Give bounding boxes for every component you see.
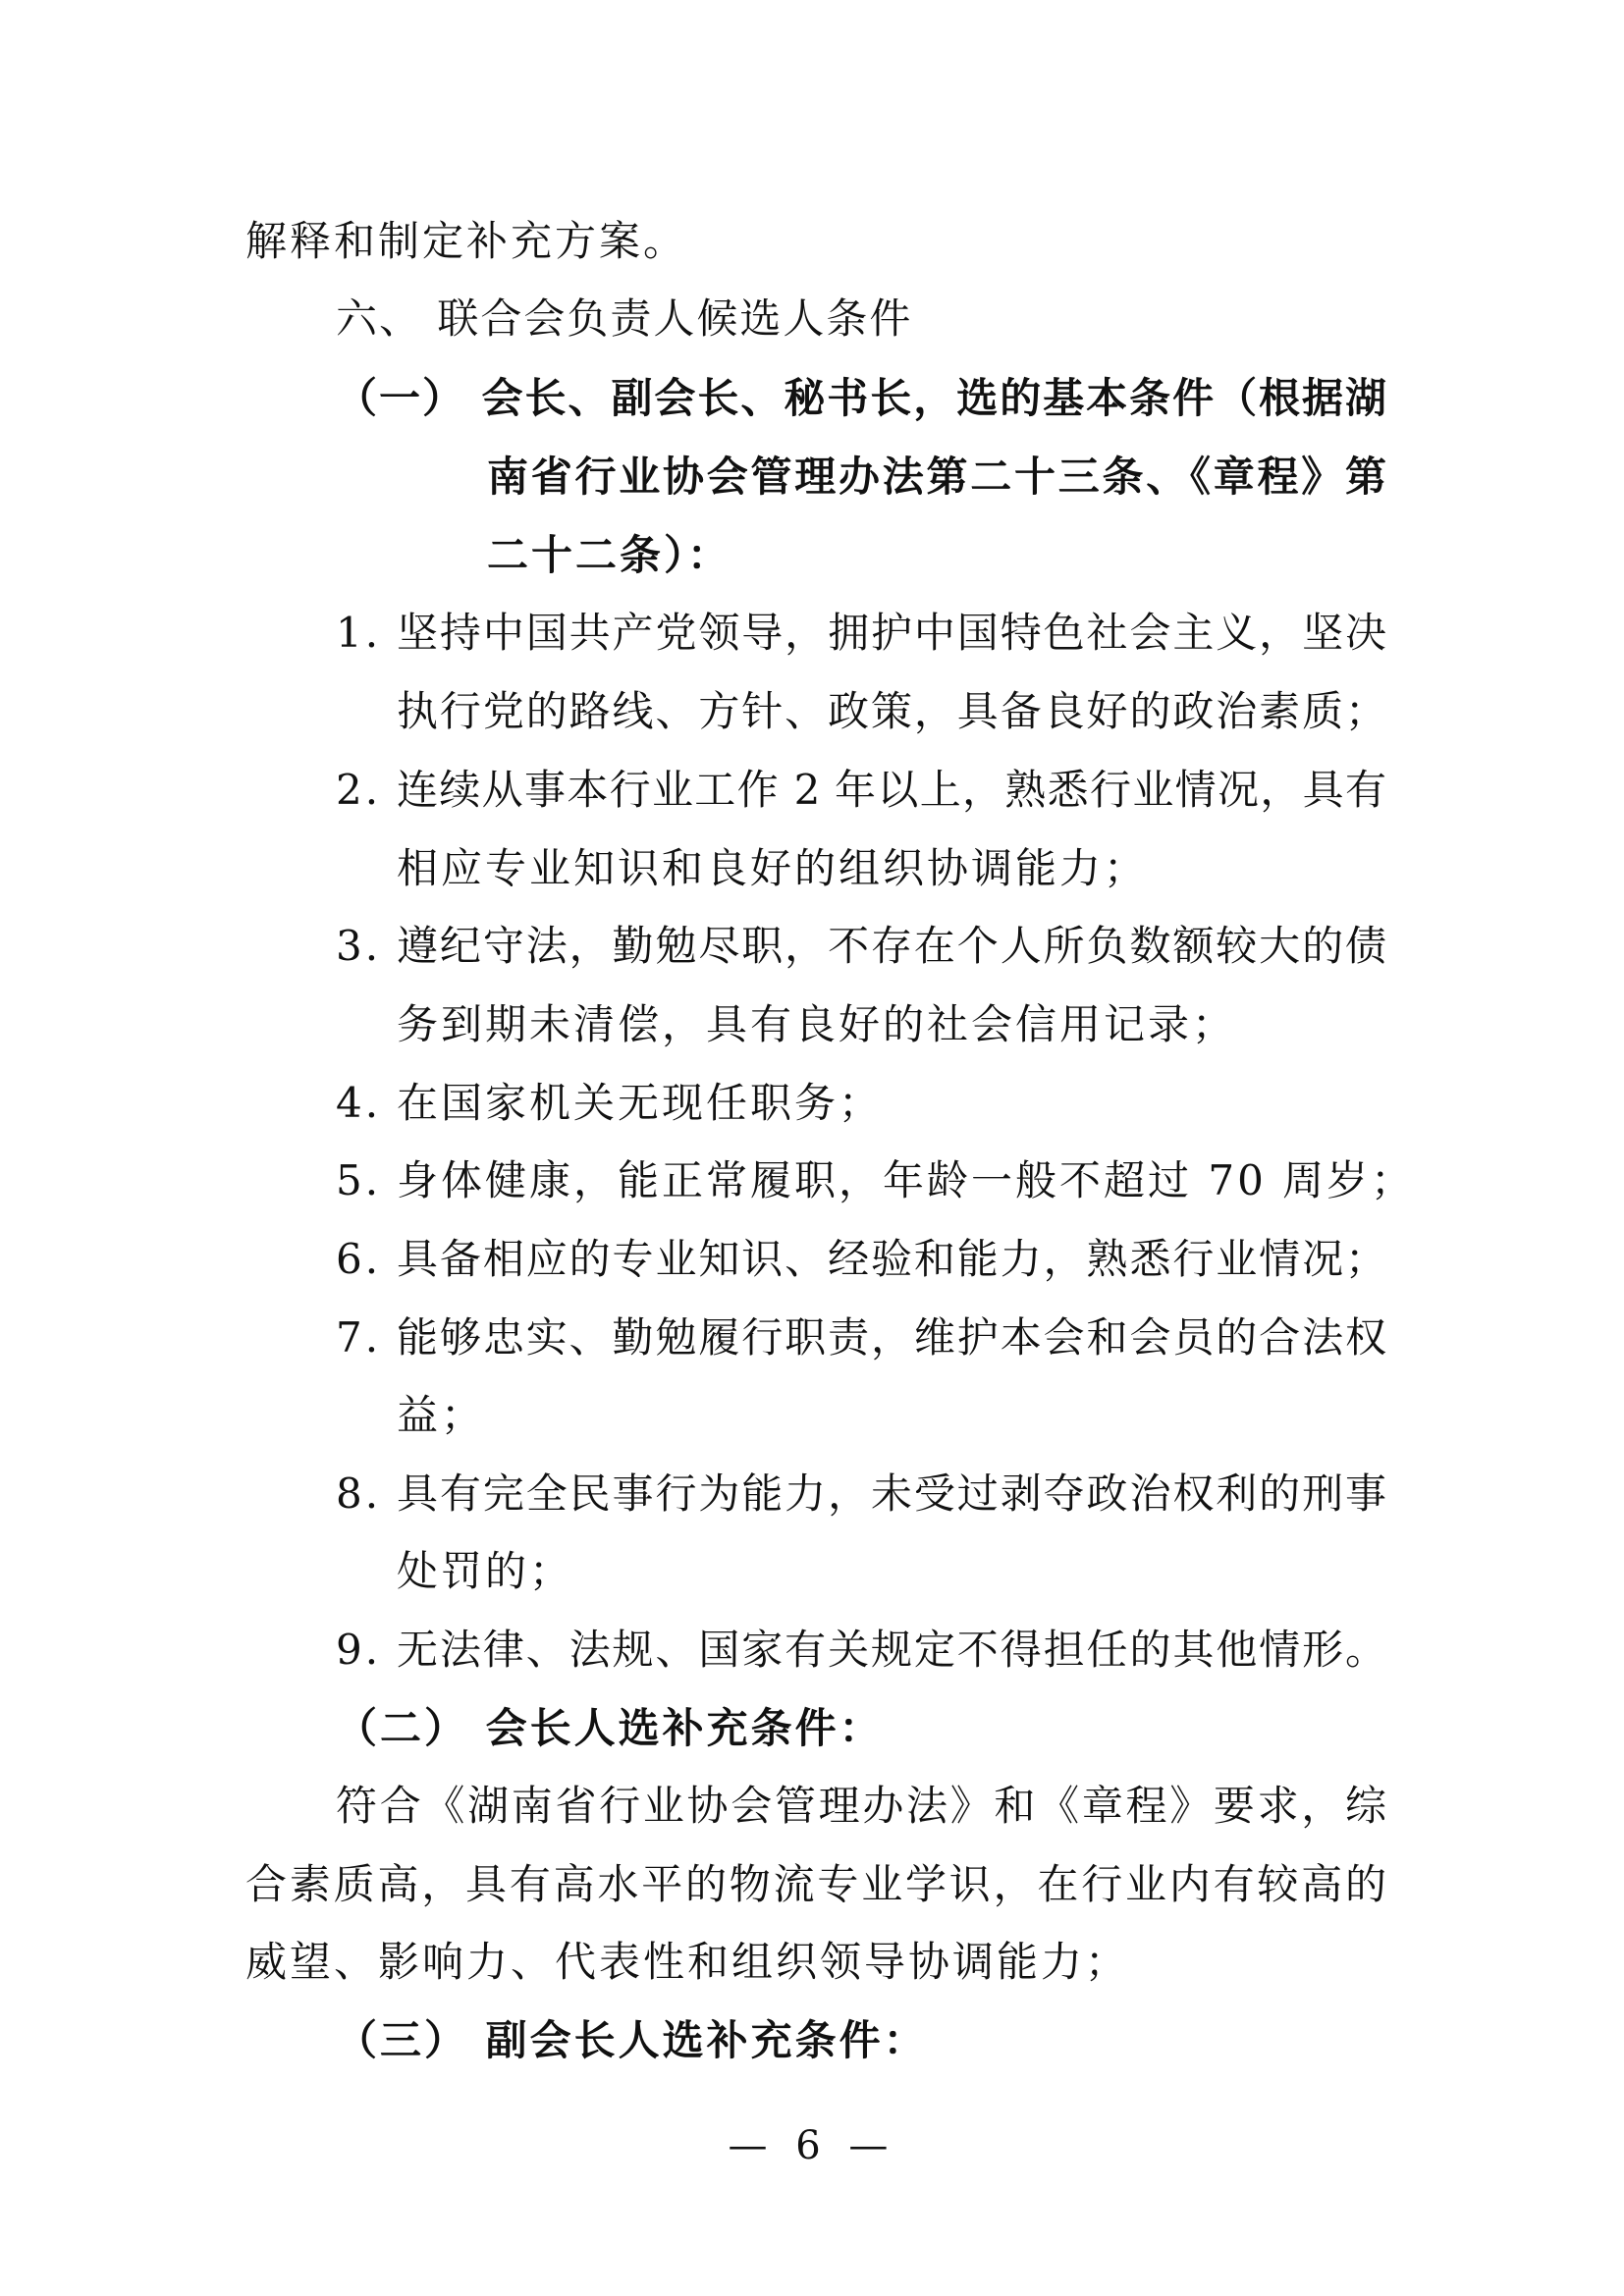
- list-item-text: 无法律、法规、国家有关规定不得担任的其他情形。: [397, 1626, 1386, 1674]
- subsection-heading-3: （三） 副会长人选补充条件：: [336, 2016, 928, 2064]
- list-item-number: 4.: [336, 1079, 382, 1127]
- paragraph-continuation: 解释和制定补充方案。: [245, 217, 688, 265]
- page-number: — 6 —: [728, 2123, 896, 2168]
- list-item-number: 9.: [336, 1626, 382, 1674]
- list-item-number: 6.: [336, 1235, 382, 1283]
- subsection-heading-2: （二） 会长人选补充条件：: [336, 1704, 884, 1752]
- list-item-number: 7.: [336, 1313, 382, 1362]
- list-item-number: 8.: [336, 1469, 382, 1518]
- list-item-text: 执行党的路线、方针、政策，具备良好的政治素质；: [397, 687, 1386, 735]
- paragraph-line-1: 符合《湖南省行业协会管理办法》和《章程》要求，综: [336, 1782, 1386, 1830]
- list-item-text: 务到期未清偿，具有良好的社会信用记录；: [397, 1000, 1237, 1048]
- section-heading-6: 六、 联合会负责人候选人条件: [336, 294, 913, 343]
- list-item-text: 处罚的；: [397, 1547, 574, 1595]
- list-item-text: 身体健康，能正常履职，年龄一般不超过 70 周岁；: [397, 1156, 1416, 1204]
- list-item-number: 3.: [336, 922, 382, 970]
- list-item-text: 具备相应的专业知识、经验和能力，熟悉行业情况；: [397, 1235, 1386, 1283]
- list-item-text: 能够忠实、勤勉履行职责，维护本会和会员的合法权: [397, 1313, 1386, 1362]
- paragraph-line-3: 威望、影响力、代表性和组织领导协调能力；: [245, 1938, 1130, 1986]
- list-item-text: 相应专业知识和良好的组织协调能力；: [397, 844, 1149, 892]
- subsection-heading-1-line-2: 南省行业协会管理办法第二十三条、《章程》第: [487, 453, 1386, 501]
- subsection-heading-1-line-1: （一） 会长、副会长、秘书长，选的基本条件（根据湖: [336, 374, 1386, 422]
- list-item-number: 5.: [336, 1156, 382, 1204]
- list-item-text: 遵纪守法，勤勉尽职，不存在个人所负数额较大的债: [397, 922, 1386, 970]
- list-item-text: 在国家机关无现任职务；: [397, 1079, 884, 1127]
- list-item-text: 具有完全民事行为能力，未受过剥夺政治权利的刑事: [397, 1469, 1386, 1518]
- list-item-text: 坚持中国共产党领导，拥护中国特色社会主义，坚决: [397, 609, 1386, 657]
- list-item-text: 连续从事本行业工作 2 年以上，熟悉行业情况，具有: [397, 766, 1386, 814]
- list-item-text: 益；: [397, 1391, 486, 1439]
- subsection-heading-1-line-3: 二十二条）：: [487, 531, 732, 579]
- list-item-number: 2.: [336, 766, 382, 814]
- paragraph-line-2: 合素质高，具有高水平的物流专业学识，在行业内有较高的: [245, 1860, 1386, 1908]
- list-item-number: 1.: [336, 609, 382, 657]
